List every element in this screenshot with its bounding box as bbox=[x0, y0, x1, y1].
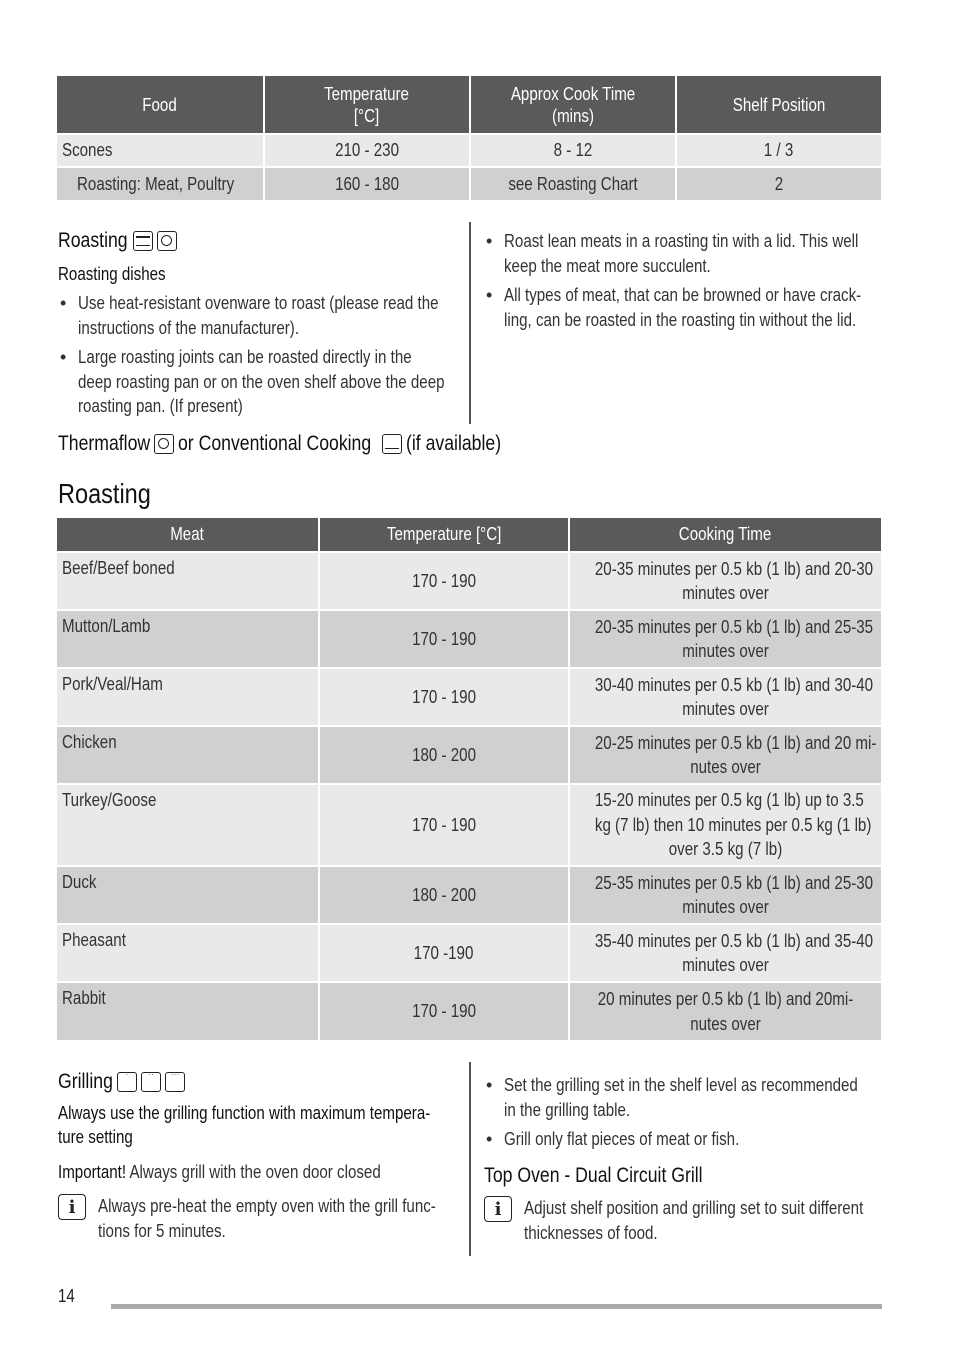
table-header-row bbox=[57, 76, 881, 134]
cell-meat: Pheasant bbox=[57, 924, 319, 982]
table-row bbox=[57, 982, 881, 1040]
grilling-heading: Grilling ˙ ˙˙ ˙˙˙ bbox=[58, 1070, 458, 1095]
column-divider bbox=[469, 1062, 471, 1256]
footer-rule bbox=[111, 1304, 882, 1309]
cell-food: Scones bbox=[57, 134, 264, 167]
header-cook-time: Approx Cook Time (mins) bbox=[470, 76, 676, 134]
cell-cooking-time: 20-25 minutes per 0.5 kb (1 lb) and 20 mi- nutes over bbox=[569, 726, 881, 784]
important-text: Always grill with the oven door closed bbox=[129, 1161, 381, 1182]
header-cooking-time: Cooking Time bbox=[569, 518, 881, 552]
full-grill-icon: ˙˙˙ bbox=[165, 1072, 185, 1092]
header-temperature: Temperature [°C] bbox=[264, 76, 470, 134]
cell-temperature: 170 -190 bbox=[319, 924, 569, 982]
table-row bbox=[57, 668, 881, 726]
roasting-left-column bbox=[58, 229, 458, 419]
important-note bbox=[58, 1160, 458, 1185]
table-row bbox=[57, 610, 881, 668]
oven-cooking-table bbox=[57, 76, 881, 200]
header-shelf-position: Shelf Position bbox=[676, 76, 881, 134]
list-item: • Large roasting joints can be roasted directly in the deep roasting pan or on the oven shelf above the deep roasting pan. (If present) bbox=[58, 345, 458, 419]
cell-cooking-time: 30-40 minutes per 0.5 kb (1 lb) and 30-40 minutes over bbox=[569, 668, 881, 726]
info-icon bbox=[58, 1194, 86, 1220]
table-row bbox=[57, 167, 881, 200]
top-oven-heading: Top Oven - Dual Circuit Grill bbox=[484, 1163, 703, 1187]
cell-cook-time: see Roasting Chart bbox=[470, 167, 676, 200]
cell-temperature: 180 - 200 bbox=[319, 726, 569, 784]
table-row bbox=[57, 726, 881, 784]
list-item: • Grill only flat pieces of meat or fish. bbox=[484, 1127, 884, 1152]
cell-shelf: 1 / 3 bbox=[676, 134, 881, 167]
conventional-oven-icon bbox=[133, 231, 153, 251]
cell-cooking-time: 20-35 minutes per 0.5 kb (1 lb) and 25-35 minutes over bbox=[569, 610, 881, 668]
roasting-right-column bbox=[484, 224, 884, 332]
table-row bbox=[57, 134, 881, 167]
table-row bbox=[57, 866, 881, 924]
cell-temperature: 210 - 230 bbox=[264, 134, 470, 167]
grilling-max-temp-note: Always use the grilling function with maximum tempera- ture setting bbox=[58, 1102, 431, 1147]
cell-meat: Duck bbox=[57, 866, 319, 924]
roasting-right-bullets bbox=[484, 229, 884, 332]
column-divider bbox=[469, 222, 471, 424]
header-temperature: Temperature [°C] bbox=[319, 518, 569, 552]
table-row bbox=[57, 552, 881, 610]
roasting-table-title: Roasting bbox=[58, 478, 151, 509]
cell-temperature: 180 - 200 bbox=[319, 866, 569, 924]
grilling-right-bullets bbox=[484, 1073, 884, 1152]
cell-meat: Beef/Beef boned bbox=[57, 552, 319, 610]
roasting-table bbox=[57, 518, 881, 1040]
roasting-left-bullets bbox=[58, 291, 458, 419]
roasting-dishes-subheading: Roasting dishes bbox=[58, 263, 166, 284]
dual-grill-icon: ˙˙ bbox=[141, 1072, 161, 1092]
cell-shelf: 2 bbox=[676, 167, 881, 200]
thermaflow-heading: Thermaflow or Conventional Cooking (if available) bbox=[58, 432, 501, 455]
cell-temperature: 160 - 180 bbox=[264, 167, 470, 200]
grilling-left-column bbox=[58, 1070, 458, 1243]
grilling-right-column bbox=[484, 1068, 884, 1245]
single-grill-icon: ˙ bbox=[117, 1072, 137, 1092]
list-item: • Roast lean meats in a roasting tin with a lid. This well keep the meat more succulent. bbox=[484, 229, 884, 278]
table-row bbox=[57, 784, 881, 866]
cell-cooking-time: 15-20 minutes per 0.5 kg (1 lb) up to 3.5 kg (7 lb) then 10 minutes per 0.5 kg (1 lb) over 3.5 kg (7 lb) bbox=[569, 784, 881, 866]
cell-temperature: 170 - 190 bbox=[319, 784, 569, 866]
table-row bbox=[57, 924, 881, 982]
cell-food: Roasting: Meat, Poultry bbox=[57, 167, 264, 200]
cell-cook-time: 8 - 12 bbox=[470, 134, 676, 167]
cell-meat: Chicken bbox=[57, 726, 319, 784]
cell-meat: Mutton/Lamb bbox=[57, 610, 319, 668]
cell-temperature: 170 - 190 bbox=[319, 552, 569, 610]
cell-temperature: 170 - 190 bbox=[319, 982, 569, 1040]
cell-meat: Turkey/Goose bbox=[57, 784, 319, 866]
header-meat: Meat bbox=[57, 518, 319, 552]
cell-meat: Pork/Veal/Ham bbox=[57, 668, 319, 726]
page-number: 14 bbox=[58, 1286, 75, 1306]
preheat-info: i Always pre-heat the empty oven with the grill func- tions for 5 minutes. bbox=[58, 1194, 458, 1243]
cell-cooking-time: 20 minutes per 0.5 kb (1 lb) and 20mi- nutes over bbox=[569, 982, 881, 1040]
conventional-oven-icon bbox=[382, 434, 402, 454]
list-item: • All types of meat, that can be browned or have crack- ling, can be roasted in the roasting tin without the lid. bbox=[484, 283, 884, 332]
cell-temperature: 170 - 190 bbox=[319, 610, 569, 668]
important-label: Important! bbox=[58, 1161, 127, 1182]
cell-cooking-time: 35-40 minutes per 0.5 kb (1 lb) and 35-40 minutes over bbox=[569, 924, 881, 982]
fan-oven-icon bbox=[154, 434, 174, 454]
top-oven-info: i Adjust shelf position and grilling set to suit different thicknesses of food. bbox=[484, 1196, 884, 1245]
cell-cooking-time: 20-35 minutes per 0.5 kb (1 lb) and 20-30 minutes over bbox=[569, 552, 881, 610]
header-food: Food bbox=[57, 76, 264, 134]
cell-cooking-time: 25-35 minutes per 0.5 kb (1 lb) and 25-30 minutes over bbox=[569, 866, 881, 924]
info-icon bbox=[484, 1196, 512, 1222]
table-header-row bbox=[57, 518, 881, 552]
roasting-heading: Roasting bbox=[58, 229, 458, 254]
cell-temperature: 170 - 190 bbox=[319, 668, 569, 726]
list-item: • Set the grilling set in the shelf level as recommended in the grilling table. bbox=[484, 1073, 884, 1122]
list-item: • Use heat-resistant ovenware to roast (please read the instructions of the manufacturer). bbox=[58, 291, 458, 340]
fan-oven-icon bbox=[157, 231, 177, 251]
cell-meat: Rabbit bbox=[57, 982, 319, 1040]
